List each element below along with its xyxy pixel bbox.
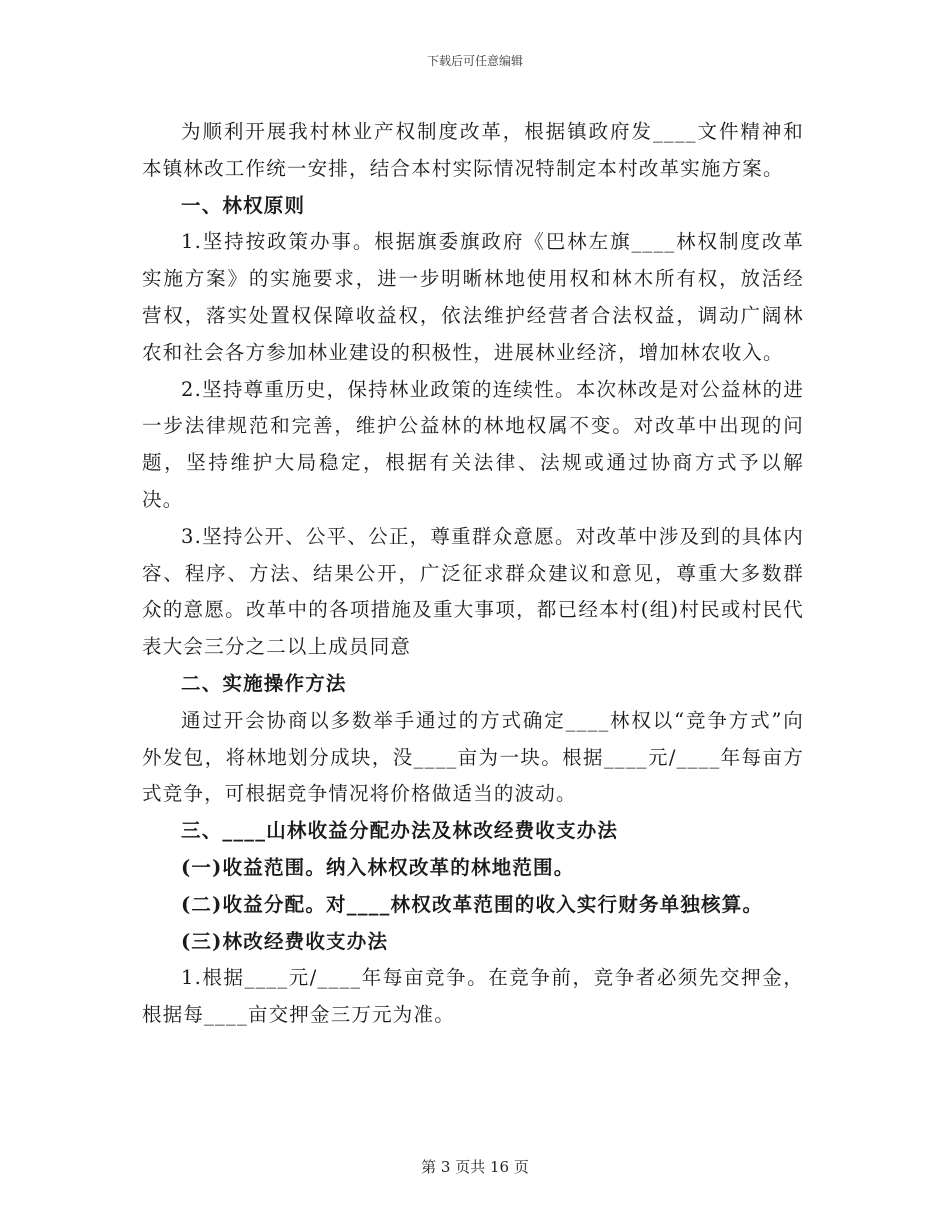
section-3-paragraph-1: 1.根据____元/____年每亩竞争。在竞争前，竞争者必须先交押金，根据每____亩交押金三万元为准。 xyxy=(142,966,804,1027)
intro-paragraph: 为顺利开展我村林业产权制度改革，根据镇政府发____文件精神和本镇林改工作统一安排，结合本村实际情况特制定本村改革实施方案。 xyxy=(142,120,804,180)
section-3-subheading-2: (二)收益分配。对____林权改革范围的收入实行财务单独核算。 xyxy=(181,892,764,916)
section-1-paragraph-2: 2.坚持尊重历史，保持林业政策的连续性。本次林改是对公益林的进一步法律规范和完善，维护公益林的林地权属不变。对改革中出现的问题，坚持维护大局稳定，根据有关法律、法规或通过协商方式予以解决。 xyxy=(142,377,804,511)
section-2-paragraph-1: 通过开会协商以多数举手通过的方式确定____林权以“竞争方式”向外发包，将林地划分成块，没____亩为一块。根据____元/____年每亩方式竞争，可根据竞争情况将价格做适当的波动。 xyxy=(142,708,804,806)
section-3-subheading-1: (一)收益范围。纳入林权改革的林地范围。 xyxy=(181,855,575,879)
section-1-paragraph-1: 1.坚持按政策办事。根据旗委旗政府《巴林左旗____林权制度改革实施方案》的实施要求，进一步明晰林地使用权和林木所有权，放活经营权，落实处置权保障收益权，依法维护经营者合法权益，调动广阔林农和社会各方参加林业建设的积极性，进展林业经济，增加林农收入。 xyxy=(142,230,804,364)
document-body xyxy=(142,114,804,1034)
section-3-heading: 三、____山林收益分配办法及林改经费收支办法 xyxy=(181,819,619,843)
section-1-heading: 一、林权原则 xyxy=(181,193,306,217)
page-header-note: 下载后可任意编辑 xyxy=(426,54,523,68)
section-2-heading: 二、实施操作方法 xyxy=(181,671,347,695)
section-1-paragraph-3: 3.坚持公开、公平、公正，尊重群众意愿。对改革中涉及到的具体内容、程序、方法、结果公开，广泛征求群众建议和意见，尊重大多数群众的意愿。改革中的各项措施及重大事项，都已经本村(组)村民或村民代表大会三分之二以上成员同意 xyxy=(142,524,804,659)
page-number-footer: 第 3 页共 16 页 xyxy=(421,1158,529,1176)
section-3-subheading-3: (三)林改经费收支办法 xyxy=(181,929,389,953)
